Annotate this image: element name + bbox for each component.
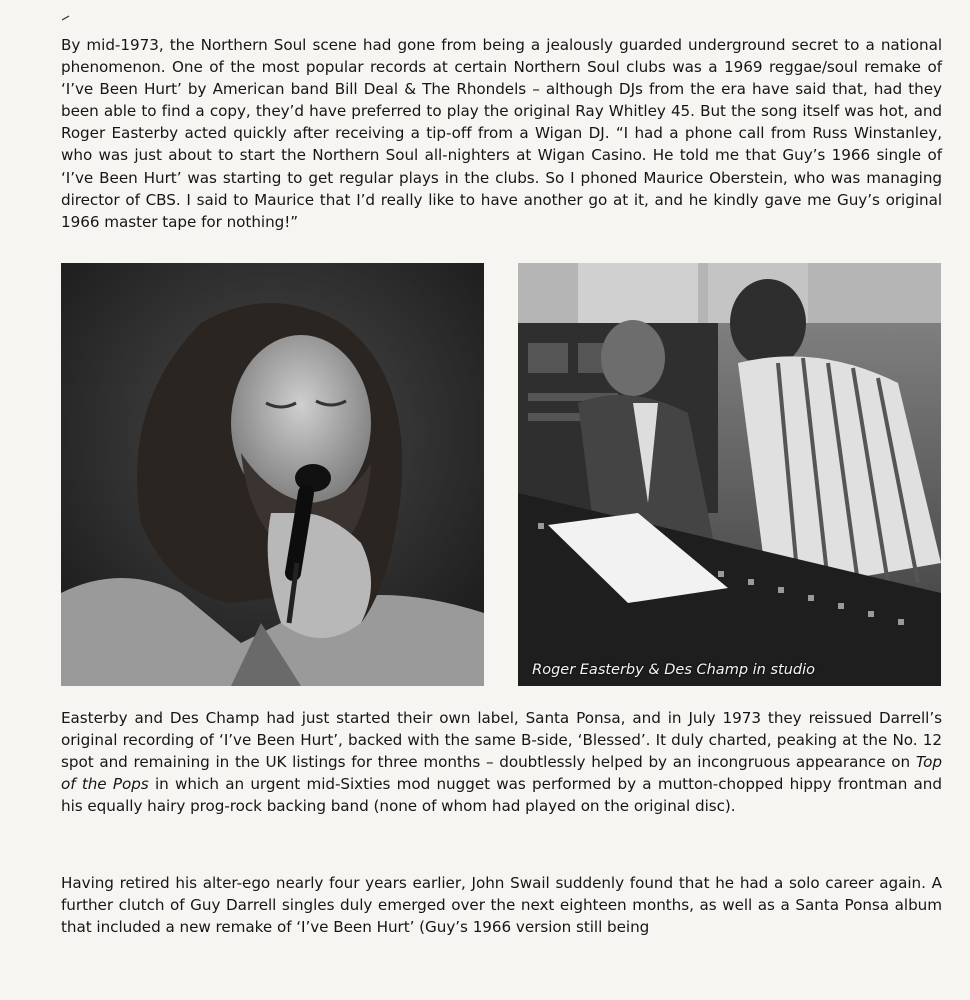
paragraph-northern-soul: By mid-1973, the Northern Soul scene had gone from being a jealously guarded underground secret to a national phenomenon. One of the most popular records at certain Northern Soul clubs was a 1969 reggae/soul remake of ‘I’ve Been Hurt’ by American band Bill Deal & The Rhondels – although DJs from the era have said that, had they been able to find a copy, they’d have preferred to play the original Ray Whitley 45. But the song itself was hot, and Roger Easterby acted quickly after receiving a tip-off from a Wigan DJ. “I had a phone call from Russ Winstanley, who was just about to start the Northern Soul all-nighters at Wigan Casino. He told me that Guy’s 1966 single of ‘I’ve Been Hurt’ was starting to get regular plays in the clubs. So I phoned Maurice Oberstein, who was managing director of CBS. I said to Maurice that I’d really like to have another go at it, and he kindly gave me Guy’s original 1966 master tape for nothing!” bbox=[61, 36, 942, 231]
photo-caption: Roger Easterby & Des Champ in studio bbox=[532, 662, 815, 678]
paragraph-santa-ponsa-text-1: Easterby and Des Champ had just started their own label, Santa Ponsa, and in July 1973 they reissued Darrell’s original recording of ‘I’ve Been Hurt’, backed with the same B-side, ‘Blessed’. It duly charted, peaking at the No. 12 spot and remaining in the UK listings for three months – doubtlessly helped by an incongruous appearance on bbox=[61, 709, 942, 772]
paragraph-santa-ponsa bbox=[61, 707, 942, 817]
corner-mark bbox=[61, 13, 71, 23]
photo-studio-mixing-desk bbox=[518, 263, 941, 686]
show-title-top-of-the-pops: Top of the Pops bbox=[61, 753, 942, 794]
paragraph-solo-career: Having retired his alter-ego nearly four years earlier, John Swail suddenly found that he had a solo career again. A further clutch of Guy Darrell singles duly emerged over the next eighteen months, as well as a Santa Ponsa album that included a new remake of ‘I’ve Been Hurt’ (Guy’s 1966 version still being bbox=[61, 874, 942, 937]
photo-singer-with-microphone bbox=[61, 263, 484, 686]
paragraph-santa-ponsa-text-2: in which an urgent mid-Sixties mod nugget was performed by a mutton-chopped hippy frontman and his equally hairy prog-rock backing band (none of whom had played on the original disc). bbox=[61, 775, 942, 816]
